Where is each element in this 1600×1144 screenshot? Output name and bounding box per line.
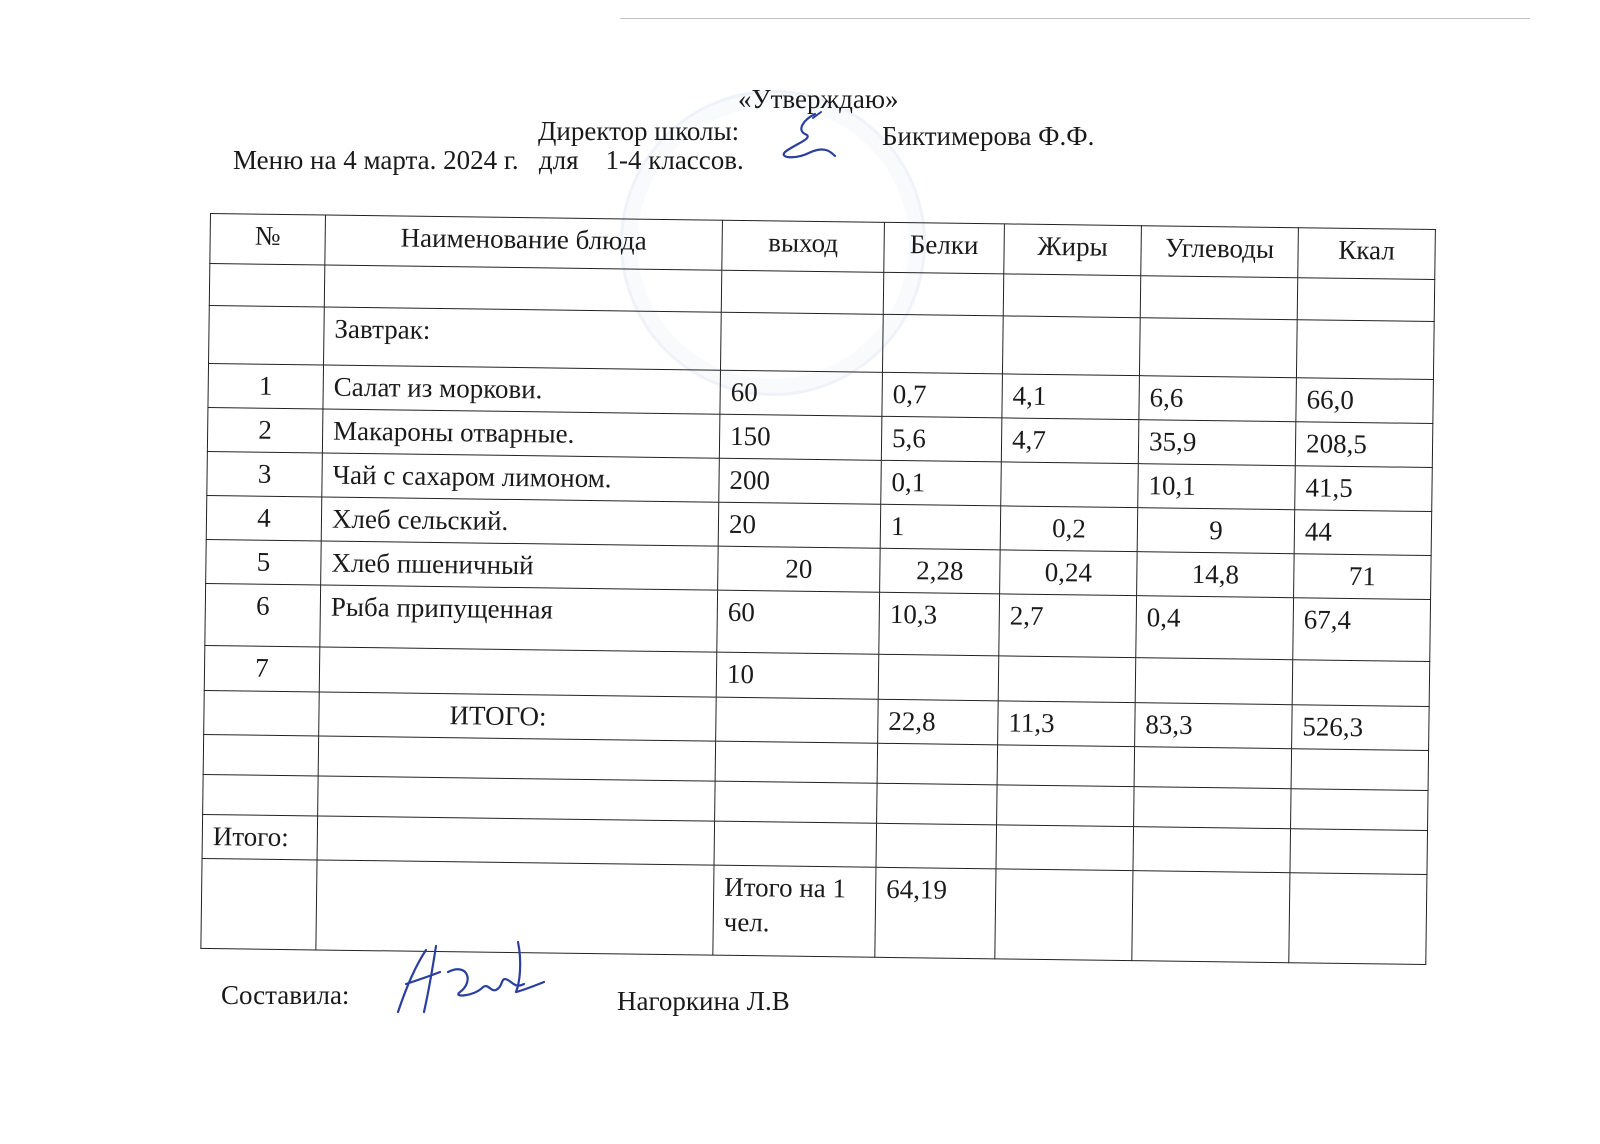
protein-value: 10,3	[879, 593, 1000, 657]
cell	[1134, 746, 1292, 788]
fat-value: 4,7	[1001, 418, 1139, 464]
protein-value: 2,28	[880, 549, 1001, 595]
dish-name: Салат из моркови.	[323, 365, 721, 414]
menu-title: Меню на 4 марта. 2024 г. для 1-4 классов.	[233, 145, 744, 175]
protein-value: 0,1	[881, 460, 1002, 506]
dish-name: Рыба припущенная	[320, 585, 718, 652]
total-label: Итого:	[202, 814, 318, 860]
kcal-value: 67,4	[1293, 598, 1431, 662]
director-label: Директор школы:	[538, 116, 740, 146]
fat-value: 2,7	[999, 594, 1137, 658]
kcal-value: 208,5	[1295, 422, 1433, 468]
output-value: 200	[719, 458, 882, 504]
kcal-value: 44	[1294, 510, 1432, 556]
cell	[715, 741, 878, 783]
kcal-value: 66,0	[1296, 378, 1434, 424]
subtotal-label: ИТОГО:	[319, 692, 717, 741]
cell	[997, 785, 1135, 827]
output-value: 150	[719, 414, 882, 460]
cell	[1002, 316, 1140, 376]
fat-value: 4,1	[1002, 374, 1140, 420]
row-number: 7	[204, 646, 320, 692]
cell	[996, 825, 1134, 871]
col-header-protein: Белки	[884, 222, 1005, 274]
fat-value: 0,24	[1000, 550, 1138, 596]
approval-heading: «Утверждаю»	[738, 84, 899, 114]
cell	[716, 697, 879, 743]
cell	[1296, 320, 1434, 380]
cell	[318, 736, 715, 781]
col-header-kcal: Ккал	[1298, 228, 1436, 280]
cell	[876, 823, 997, 869]
carbs-value: 0,4	[1136, 596, 1294, 660]
cell	[1133, 826, 1291, 872]
output-value: 20	[718, 547, 881, 593]
fat-value: 0,2	[1000, 506, 1138, 552]
cell	[204, 690, 320, 736]
row-number: 1	[208, 363, 324, 409]
cell	[721, 270, 884, 314]
cell	[1289, 872, 1427, 964]
cell	[1132, 870, 1290, 962]
row-number: 6	[205, 584, 321, 647]
row-number: 5	[206, 540, 322, 586]
subtotal-fat: 11,3	[998, 700, 1136, 746]
subtotal-protein: 22,8	[878, 699, 999, 745]
cell	[209, 305, 325, 365]
cell	[877, 743, 998, 785]
subtotal-kcal: 526,3	[1292, 704, 1430, 750]
menu-table	[200, 213, 1436, 965]
carbs-value	[1135, 658, 1293, 704]
cell	[715, 781, 878, 823]
row-number: 3	[207, 452, 323, 498]
cell	[1291, 788, 1429, 830]
per-person-label: Итого на 1 чел.	[713, 865, 876, 957]
output-value: 20	[718, 502, 881, 548]
dish-name: Хлеб сельский.	[321, 497, 719, 546]
subtotal-carbs: 83,3	[1135, 702, 1293, 748]
cell	[1134, 786, 1292, 828]
carbs-value: 6,6	[1139, 376, 1297, 422]
cell	[883, 272, 1004, 316]
section-label-breakfast: Завтрак:	[324, 307, 722, 370]
dish-name: Хлеб пшеничный	[321, 541, 719, 590]
kcal-value: 41,5	[1295, 466, 1433, 512]
cell	[318, 776, 715, 821]
row-number: 4	[206, 496, 322, 542]
compiled-by-label: Составила:	[221, 980, 350, 1010]
cell	[720, 312, 883, 372]
col-header-fat: Жиры	[1004, 224, 1142, 276]
fat-value	[998, 656, 1136, 702]
cell	[1003, 274, 1141, 318]
protein-value: 0,7	[882, 372, 1003, 418]
output-value: 60	[720, 370, 883, 416]
carbs-value: 35,9	[1138, 420, 1296, 466]
dish-name: Макароны отварные.	[322, 409, 720, 458]
cell	[877, 783, 998, 825]
output-value: 10	[716, 653, 879, 699]
col-header-carbs: Углеводы	[1141, 226, 1299, 278]
cell	[324, 265, 722, 312]
cell	[203, 734, 319, 776]
col-header-output: выход	[722, 220, 885, 272]
kcal-value	[1292, 660, 1430, 706]
kcal-value: 71	[1294, 554, 1432, 600]
output-value: 60	[717, 591, 880, 655]
compiled-by-name: Нагоркина Л.В	[617, 986, 790, 1016]
cell	[714, 821, 877, 867]
cell	[1140, 276, 1298, 320]
per-person-protein: 64,19	[875, 867, 996, 959]
protein-value: 5,6	[881, 416, 1002, 462]
cell	[203, 774, 319, 816]
carbs-value: 10,1	[1138, 464, 1296, 510]
cell	[209, 264, 325, 308]
cell	[201, 858, 317, 949]
fat-value	[1001, 462, 1139, 508]
protein-value: 1	[880, 505, 1001, 551]
cell	[1297, 278, 1435, 322]
compiler-signature	[378, 932, 548, 1022]
page-top-edge	[620, 18, 1530, 19]
director-signature	[775, 108, 845, 168]
cell	[1291, 748, 1429, 790]
protein-value	[878, 655, 999, 701]
col-header-dish: Наименование блюда	[325, 215, 723, 270]
carbs-value: 14,8	[1137, 552, 1295, 598]
cell	[1139, 318, 1297, 378]
cell	[317, 816, 715, 865]
dish-name	[319, 647, 717, 696]
cell	[995, 869, 1133, 961]
cell	[1290, 828, 1428, 874]
col-header-number: №	[210, 214, 326, 266]
cell	[997, 745, 1135, 787]
row-number: 2	[207, 408, 323, 454]
director-name: Биктимерова Ф.Ф.	[882, 121, 1095, 151]
dish-name: Чай с сахаром лимоном.	[322, 453, 720, 502]
cell	[882, 314, 1003, 374]
carbs-value: 9	[1137, 508, 1295, 554]
